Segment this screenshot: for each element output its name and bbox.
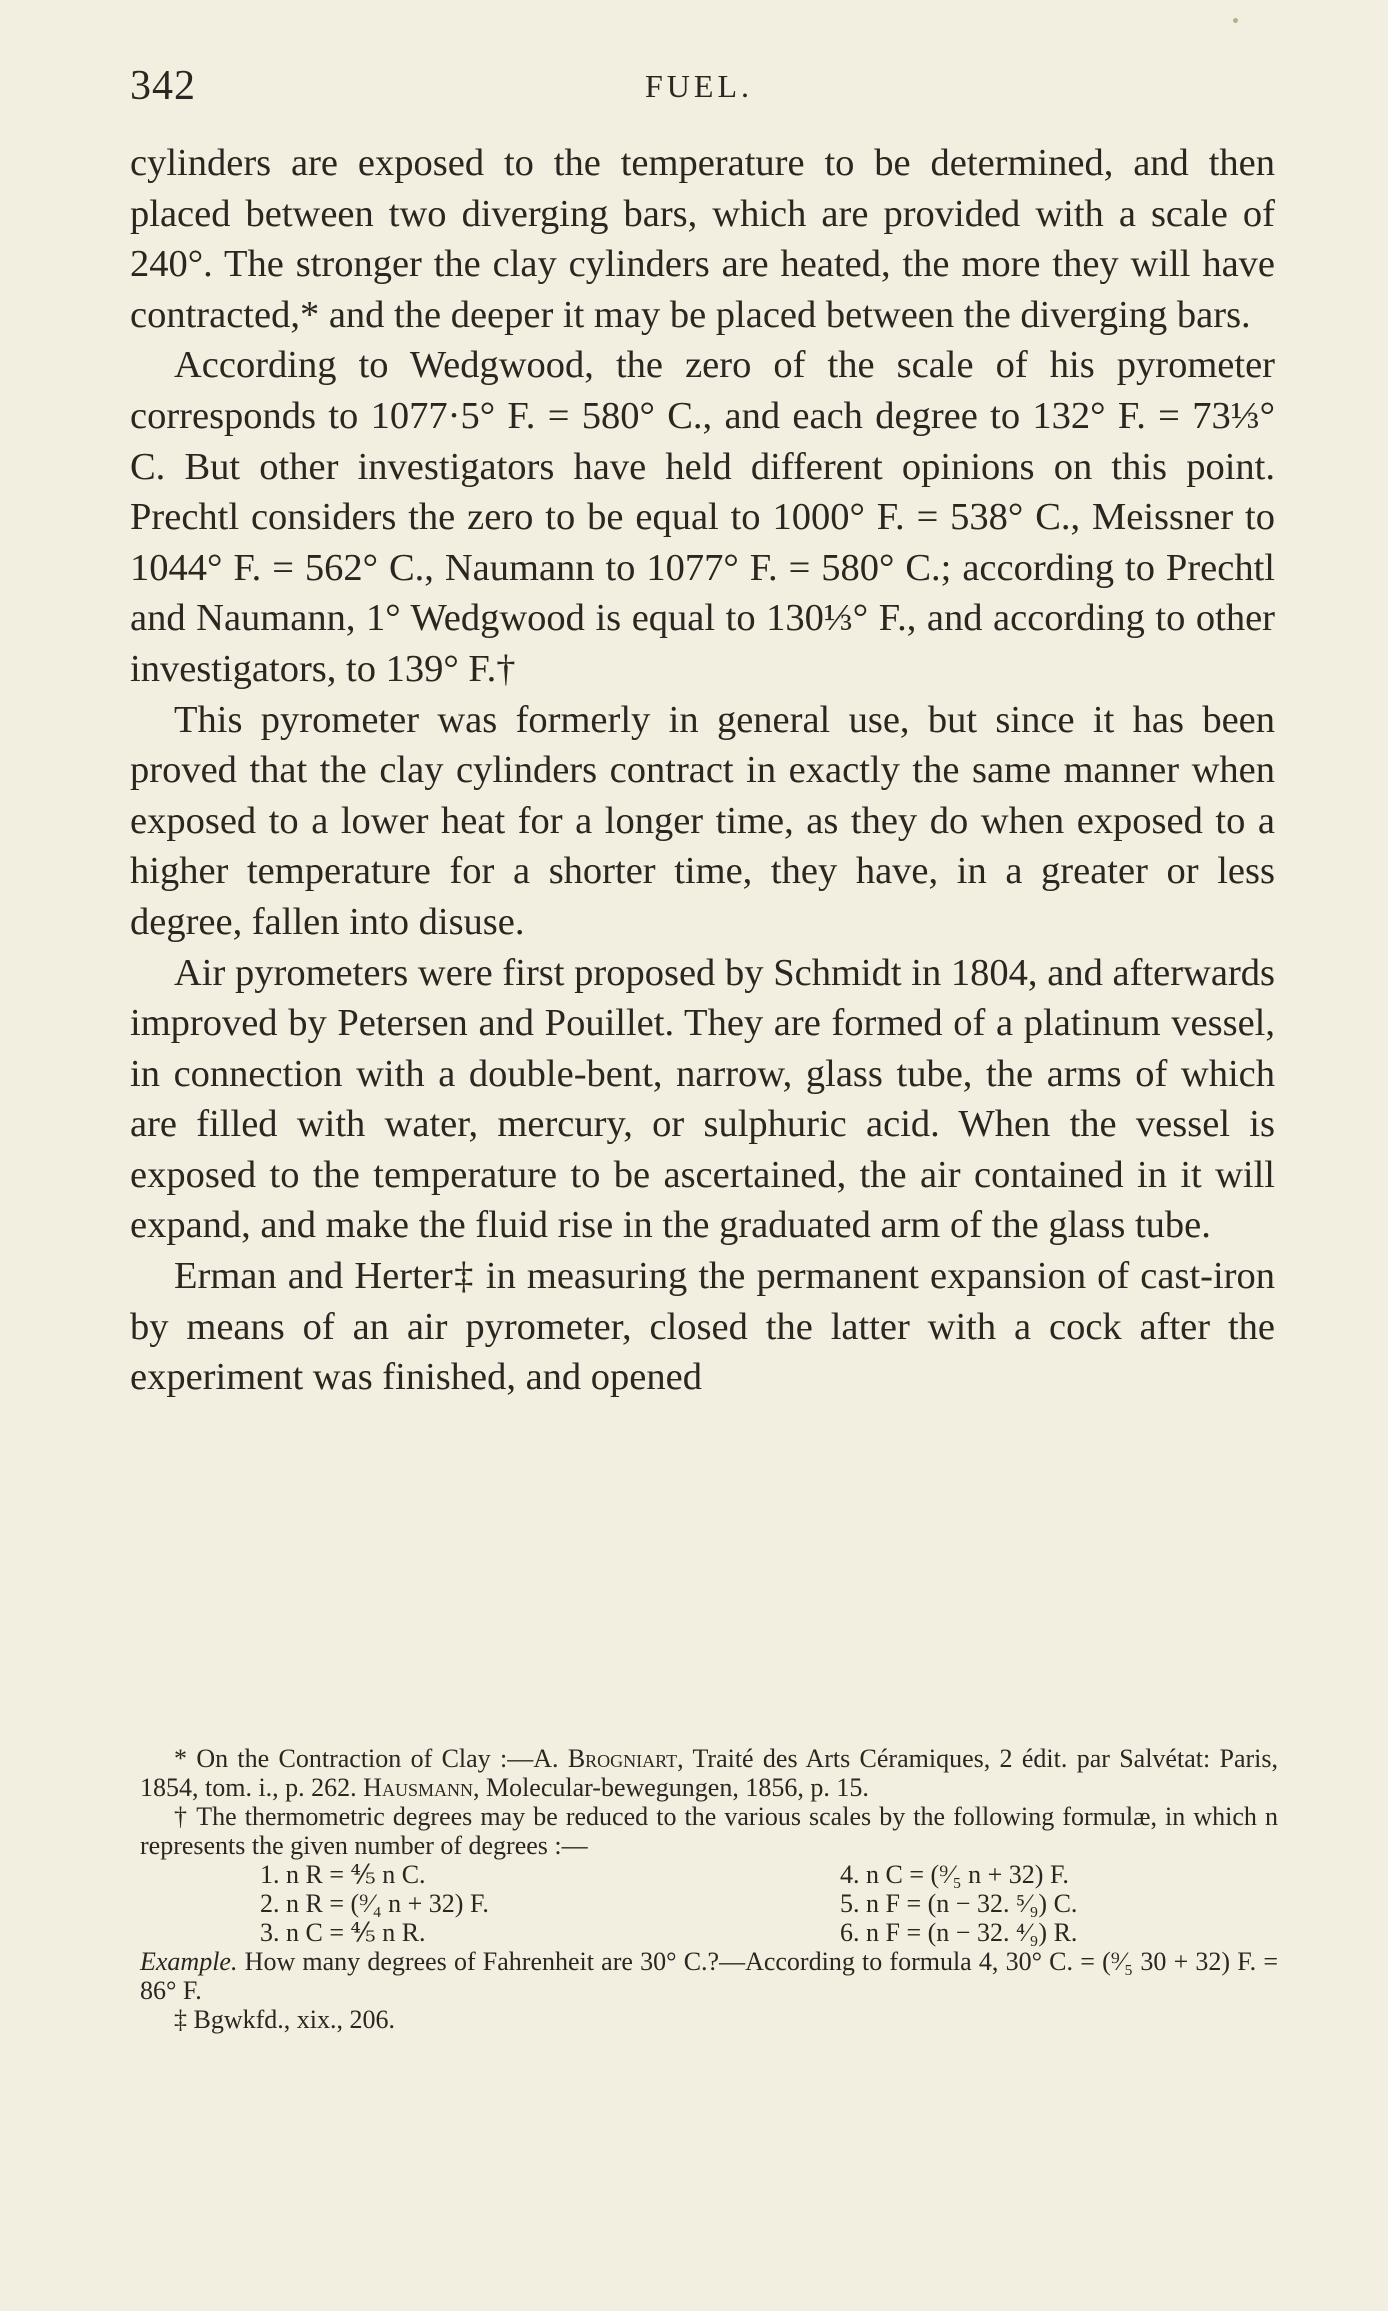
paragraph: According to Wedgwood, the zero of the scale of his pyrometer corresponds to 1077·5° F. = 580° C., and each degree to 132° F. = 73⅓° C. But other investigators have held different opinions on this point. Prechtl considers the zero to be equal to 1000° F. = 538° C., Meissner to 1044° F. = 562° C., Naumann to 1077° F. = 580° C.; according to Prechtl and Naumann, 1° Wedgwood is equal to 130⅓° F., and according to other investigators, to 139° F.† xyxy=(130,344,1275,690)
footnote-marker: * xyxy=(174,1744,187,1773)
page-number: 342 xyxy=(130,63,196,109)
example-label: Example. xyxy=(140,1947,238,1976)
footnotes xyxy=(140,1744,1278,2034)
footnote-author: Hausmann, xyxy=(363,1773,480,1802)
footnote-1 xyxy=(140,1744,1278,1802)
formula: 1. n R = ⅘ n C. xyxy=(260,1860,426,1889)
page-header xyxy=(130,62,1268,112)
footnote-lead: On the Contraction of Clay :— xyxy=(196,1744,534,1773)
paragraph: cylinders are exposed to the temperature to be determined, and then placed between two diverging bars, which are provided with a scale of 240°. The stronger the clay cylinders are heated, the more they will have contracted,* and the deeper it may be placed between the diverging bars. xyxy=(130,142,1275,336)
conversion-formulas xyxy=(260,1860,1278,1947)
footnote-citation: Traité des Arts Céramiques, 2 édit. par Salvétat: Paris, 1854, tom. i., p. 262. xyxy=(140,1744,1279,1802)
running-head: FUEL. xyxy=(645,68,753,104)
example-text: How many degrees of Fahrenheit are 30° C.?—According to formula 4, 30° C. = (⁹⁄₅ 30 + 32) F. = 86° F. xyxy=(140,1947,1279,2005)
footnote-3: ‡ Bgwkfd., xix., 206. xyxy=(174,2005,395,2034)
paragraph: Air pyrometers were first proposed by Schmidt in 1804, and afterwards improved by Petersen and Pouillet. They are formed of a platinum vessel, in connection with a double-bent, narrow, glass tube, the arms of which are filled with water, mercury, or sulphuric acid. When the vessel is exposed to the temperature to be ascertained, the air contained in it will expand, and make the fluid rise in the graduated arm of the glass tube. xyxy=(130,951,1275,1247)
example xyxy=(140,1947,1278,2005)
footnote-citation-end: Molecular-bewegungen, 1856, p. 15. xyxy=(485,1773,869,1802)
paragraph: Erman and Herter‡ in measuring the permanent expansion of cast-iron by means of an air pyrometer, closed the latter with a cock after the experiment was finished, and opened xyxy=(130,1255,1275,1399)
footnote-2: † The thermometric degrees may be reduced to the various scales by the following formulæ, in which n represents the given number of degrees :— xyxy=(140,1802,1278,1860)
body-text xyxy=(130,138,1275,1403)
formula: 2. n R = (⁹⁄₄ n + 32) F. xyxy=(260,1889,489,1918)
formula: 5. n F = (n − 32. ⁵⁄₉) C. xyxy=(840,1889,1078,1918)
paper-speck xyxy=(1233,18,1238,23)
paragraph: This pyrometer was formerly in general use, but since it has been proved that the clay cylinders contract in exactly the same manner when exposed to a lower heat for a longer time, as they do when exposed to a higher temperature for a shorter time, they have, in a greater or less degree, fallen into disuse. xyxy=(130,698,1275,943)
formula: 4. n C = (⁹⁄₅ n + 32) F. xyxy=(840,1860,1069,1889)
formula: 6. n F = (n − 32. ⁴⁄₉) R. xyxy=(840,1918,1078,1947)
formula: 3. n C = ⅘ n R. xyxy=(260,1918,426,1947)
footnote-author: A. Brogniart, xyxy=(533,1744,684,1773)
